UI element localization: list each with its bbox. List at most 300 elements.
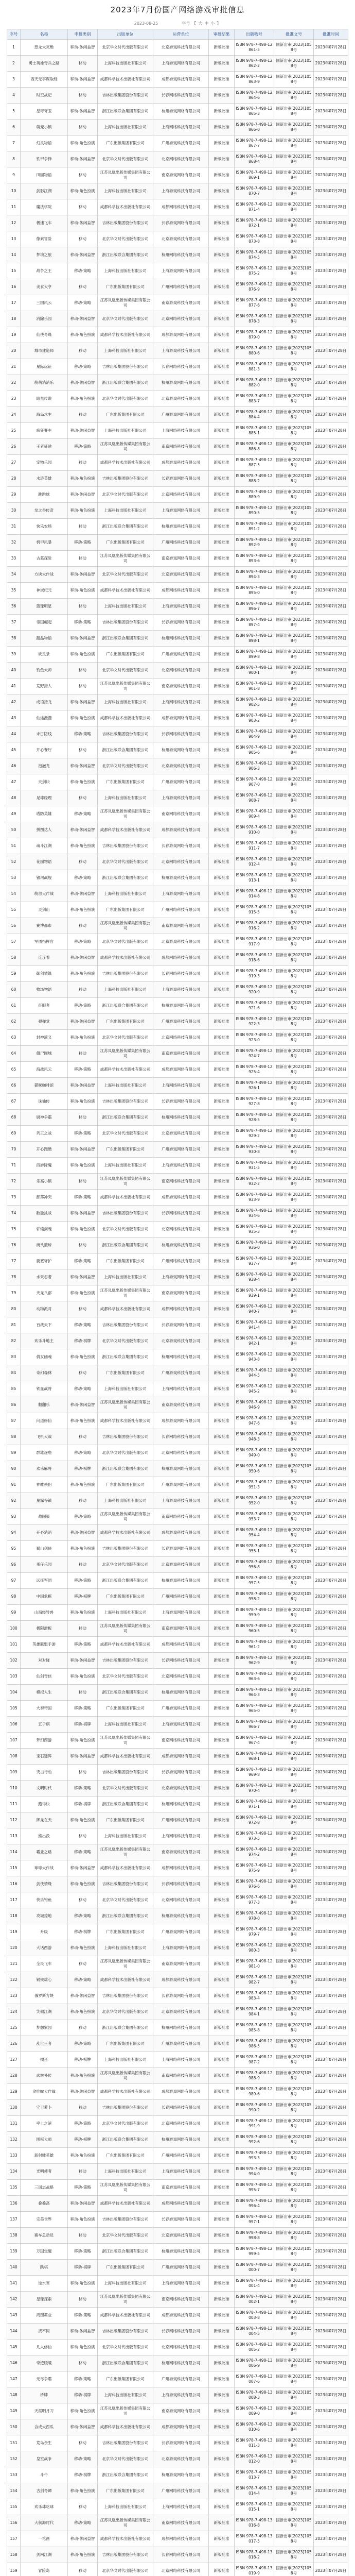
- col-operator-cell: 杭州游戏科技有限公司: [153, 1573, 209, 1589]
- col-name-cell: 找不同: [21, 2324, 68, 2340]
- col-category-cell: 移动-棋牌: [68, 1461, 98, 1477]
- col-index-cell: 16: [7, 279, 21, 295]
- table-header-row: [7, 29, 348, 40]
- col-approval-date-cell: 2023年07月28日: [314, 1333, 348, 1349]
- col-result-cell: 新版批准: [209, 934, 235, 950]
- col-index-cell: 143: [7, 2308, 21, 2324]
- col-approval-date-cell: 2023年07月28日: [314, 2068, 348, 2084]
- col-name-cell: 仙途漫漫: [21, 710, 68, 726]
- table-row: [7, 295, 348, 311]
- col-index-cell: 99: [7, 1605, 21, 1621]
- col-publisher-cell: 江苏凤凰出版传媒集团有限公司: [98, 1956, 153, 1972]
- col-name-cell: 征服者: [21, 998, 68, 1014]
- col-isbn-cell: ISBN 978-7-498-12963-6: [235, 1669, 274, 1685]
- col-approval-date-cell: 2023年07月28日: [314, 2531, 348, 2547]
- col-category-cell: 移动: [68, 2228, 98, 2244]
- col-publisher-cell: 江苏凤凰出版传媒集团有限公司: [98, 551, 153, 567]
- col-index-cell: 13: [7, 231, 21, 247]
- col-publisher-cell: 广东出版集团有限公司: [98, 1812, 153, 1828]
- table-row: [7, 1844, 348, 1860]
- col-result-cell: 新版批准: [209, 1573, 235, 1589]
- col-operator-cell: 南京网络科技有限公司: [153, 2515, 209, 2531]
- col-approval-no-cell: 国新出审[2023]1058号: [274, 1381, 314, 1397]
- col-result-cell: 新版批准: [209, 1493, 235, 1509]
- col-result-cell: 新版批准: [209, 567, 235, 583]
- col-result-cell: 新版批准: [209, 1924, 235, 1940]
- col-category-cell: 移动: [68, 199, 98, 215]
- font-size-large[interactable]: 大: [198, 21, 203, 26]
- col-publisher-cell: 浙江出版联合集团有限公司: [98, 631, 153, 647]
- col-isbn-cell: ISBN 978-7-498-12999-5: [235, 2244, 274, 2260]
- col-name-cell: 大秦帝国: [21, 1701, 68, 1717]
- col-approval-date-cell: 2023年07月28日: [314, 1701, 348, 1717]
- col-operator-cell: 杭州游戏网络有限公司: [153, 742, 209, 758]
- col-isbn-cell: ISBN 978-7-498-12874-5: [235, 247, 274, 263]
- col-operator-cell: 长春游戏网络有限公司: [153, 2212, 209, 2228]
- col-approval-date-cell: 2023年07月28日: [314, 1349, 348, 1365]
- col-name-cell: 方块大作战: [21, 567, 68, 583]
- col-approval-date-cell: 2023年07月28日: [314, 1030, 348, 1046]
- col-approval-date-cell: 2023年07月28日: [314, 1142, 348, 1158]
- table-row: [7, 2212, 348, 2228]
- col-operator-cell: 南京网络科技有限公司: [153, 2068, 209, 2084]
- col-category-cell: 移动-角色扮演: [68, 1733, 98, 1749]
- col-index-cell: 9: [7, 167, 21, 183]
- col-publisher-cell: 吉林出版集团股份有限公司: [98, 359, 153, 375]
- col-isbn-cell: ISBN 978-7-498-12996-4: [235, 2196, 274, 2212]
- col-isbn-cell: ISBN 978-7-498-12893-6: [235, 551, 274, 567]
- col-index-cell: 121: [7, 1956, 21, 1972]
- header: [0, 0, 355, 18]
- col-approval-no-cell: 国新出审[2023]1058号: [274, 1940, 314, 1956]
- col-publisher-cell: 成都科学技术出版社有限公司: [98, 72, 153, 88]
- col-isbn-cell: ISBN 978-7-498-12934-6: [235, 1206, 274, 1222]
- col-operator-cell: 长春网络科技有限公司: [153, 2100, 209, 2116]
- col-name-cell: 诛仙传: [21, 1094, 68, 1110]
- col-result-cell: 新版批准: [209, 1940, 235, 1956]
- col-publisher-cell: 上海科技出版社有限公司: [98, 263, 153, 279]
- col-publisher-cell: 成都科学技术出版社有限公司: [98, 2419, 153, 2435]
- col-operator-cell: 杭州游戏网络有限公司: [153, 2132, 209, 2148]
- col-category-cell: 移动-休闲益智: [68, 1014, 98, 1030]
- col-operator-cell: 长春游戏网络有限公司: [153, 2435, 209, 2451]
- table-row: [7, 1238, 348, 1253]
- col-result-cell: 新版批准: [209, 822, 235, 838]
- col-approval-date-cell: 2023年07月28日: [314, 710, 348, 726]
- col-isbn-cell: ISBN 978-7-498-12984-1: [235, 2004, 274, 2020]
- col-approval-date-cell: 2023年07月28日: [314, 1413, 348, 1429]
- col-result-cell: 新版批准: [209, 471, 235, 487]
- table-row: [7, 599, 348, 615]
- col-result-cell: 新版批准: [209, 183, 235, 199]
- col-isbn-cell: ISBN 978-7-498-12872-1: [235, 215, 274, 231]
- col-publisher-cell: 北京华文时代出版有限公司: [98, 2004, 153, 2020]
- col-publisher-cell: 北京华文时代出版有限公司: [98, 1669, 153, 1685]
- col-isbn-cell: ISBN 978-7-498-13017-5: [235, 2531, 274, 2547]
- col-approval-date-cell: 2023年07月28日: [314, 1605, 348, 1621]
- font-size-label: 字号: [182, 21, 190, 26]
- col-approval-date-cell: 2023年07月28日: [314, 2276, 348, 2292]
- col-result-cell: 新版批准: [209, 2164, 235, 2180]
- col-isbn-cell: ISBN 978-7-498-12897-4: [235, 615, 274, 631]
- col-name-cell: 模拟人生: [21, 1685, 68, 1701]
- col-approval-no-cell: 国新出审[2023]1058号: [274, 215, 314, 231]
- col-category-cell: 移动-策略: [68, 1317, 98, 1333]
- col-result-cell: 新版批准: [209, 1062, 235, 1078]
- col-result-cell: 新版批准: [209, 455, 235, 471]
- col-operator-cell: 南京游戏科技有限公司: [153, 295, 209, 311]
- col-result-cell: 新版批准: [209, 2419, 235, 2435]
- col-name-cell: 跑得快: [21, 1797, 68, 1812]
- col-operator-cell: 长春网络科技有限公司: [153, 2324, 209, 2340]
- table-row: [7, 2228, 348, 2244]
- col-result-cell: 新版批准: [209, 1269, 235, 1285]
- col-index-cell: 122: [7, 1972, 21, 1988]
- approval-table: [7, 29, 348, 2576]
- col-operator-cell: 杭州游戏网络有限公司: [153, 2467, 209, 2483]
- table-row: [7, 982, 348, 998]
- col-isbn-cell: ISBN 978-7-498-12918-6: [235, 950, 274, 966]
- col-index-cell: 58: [7, 950, 21, 966]
- col-isbn-cell: ISBN 978-7-498-12985-8: [235, 2020, 274, 2036]
- table-row: [7, 104, 348, 120]
- col-isbn-cell: ISBN 978-7-498-13018-2: [235, 2547, 274, 2563]
- col-category-cell: 移动-角色扮演: [68, 1222, 98, 1238]
- col-approval-no-cell: 国新出审[2023]1058号: [274, 1269, 314, 1285]
- table-row: [7, 1860, 348, 1876]
- table-row: [7, 1701, 348, 1717]
- col-category-cell: 移动-棋牌: [68, 2052, 98, 2068]
- col-isbn-cell: ISBN 978-7-498-12865-3: [235, 104, 274, 120]
- col-operator-cell: 成都游戏网络有限公司: [153, 2084, 209, 2100]
- col-operator-cell: 成都游戏科技有限公司: [153, 2308, 209, 2324]
- col-category-cell: 移动: [68, 663, 98, 679]
- col-name-cell: 笑傲江湖: [21, 2004, 68, 2020]
- col-approval-no-cell: 国新出审[2023]1058号: [274, 455, 314, 471]
- col-publisher-cell: 广东出版集团有限公司: [98, 1477, 153, 1493]
- col-approval-no-cell: 国新出审[2023]1058号: [274, 1733, 314, 1749]
- col-publisher-cell: 北京华文时代出版有限公司: [98, 1030, 153, 1046]
- col-category-cell: 移动-休闲益智: [68, 1749, 98, 1765]
- col-result-cell: 新版批准: [209, 870, 235, 886]
- col-name-cell: 田园物语: [21, 167, 68, 183]
- col-approval-no-cell: 国新出审[2023]1058号: [274, 1477, 314, 1493]
- col-name-cell: 恐龙大灭绝: [21, 40, 68, 56]
- col-approval-no-cell: 国新出审[2023]1058号: [274, 1781, 314, 1797]
- col-operator-cell: 北京游戏科技有限公司: [153, 391, 209, 407]
- col-publisher-cell: 北京华文时代出版有限公司: [98, 1333, 153, 1349]
- col-result-cell: 新版批准: [209, 1621, 235, 1637]
- table-row: [7, 1158, 348, 1174]
- col-approval-date-cell: 2023年07月28日: [314, 279, 348, 295]
- col-isbn-cell: ISBN 978-7-498-12916-2: [235, 918, 274, 934]
- col-index-cell: 137: [7, 2212, 21, 2228]
- col-operator-cell: 北京网络科技有限公司: [153, 1222, 209, 1238]
- col-result-cell: 新版批准: [209, 1301, 235, 1317]
- col-publisher-cell: 成都科学技术出版社有限公司: [98, 1525, 153, 1541]
- col-category-cell: 移动: [68, 982, 98, 998]
- col-result-cell: 新版批准: [209, 2499, 235, 2515]
- col-operator-cell: 北京网络科技有限公司: [153, 1669, 209, 1685]
- col-name-cell: 万国觉醒: [21, 2244, 68, 2260]
- table-row: [7, 1301, 348, 1317]
- col-operator-cell: 广州游戏网络有限公司: [153, 1477, 209, 1493]
- col-publisher-cell: 北京华文时代出版有限公司: [98, 2563, 153, 2576]
- col-operator-cell: 长春网络科技有限公司: [153, 1653, 209, 1669]
- col-approval-no-cell: 国新出审[2023]1058号: [274, 1142, 314, 1158]
- col-category-cell: 移动-策略: [68, 1445, 98, 1461]
- col-result-cell: 新版批准: [209, 1892, 235, 1908]
- col-category-cell: 移动-休闲益智: [68, 151, 98, 167]
- col-name-cell: 群雄逐鹿: [21, 1445, 68, 1461]
- col-publisher-cell: 江苏凤凰出版传媒集团有限公司: [98, 679, 153, 694]
- col-approval-no-cell: 国新出审[2023]1058号: [274, 535, 314, 551]
- col-operator-cell: 南京游戏科技有限公司: [153, 1046, 209, 1062]
- col-isbn-cell: ISBN 978-7-498-12978-0: [235, 1908, 274, 1924]
- col-result-cell: 新版批准: [209, 2387, 235, 2403]
- col-publisher-cell: 吉林出版集团股份有限公司: [98, 215, 153, 231]
- col-approval-no-cell: 国新出审[2023]1058号: [274, 790, 314, 806]
- col-index-cell: 54: [7, 886, 21, 902]
- col-name-cell: 新射雕英雄: [21, 2148, 68, 2164]
- col-approval-no-cell: 国新出审[2023]1058号: [274, 1860, 314, 1876]
- col-approval-date-cell: 2023年07月28日: [314, 1461, 348, 1477]
- col-approval-no-cell: 国新出审[2023]1058号: [274, 2212, 314, 2228]
- col-approval-no-cell: 国新出审[2023]1058号: [274, 694, 314, 710]
- font-size-small[interactable]: 小: [210, 21, 215, 26]
- col-category-cell: 移动: [68, 1046, 98, 1062]
- col-approval-date-cell: 2023年07月28日: [314, 1094, 348, 1110]
- col-result-cell: 新版批准: [209, 2371, 235, 2387]
- col-isbn-cell: ISBN 978-7-498-12881-3: [235, 359, 274, 375]
- col-approval-date-cell: 2023年07月28日: [314, 135, 348, 151]
- col-publisher-cell: 上海科技出版社有限公司: [98, 2499, 153, 2515]
- col-name-cell: 开心餐厅: [21, 742, 68, 758]
- col-approval-date-cell: 2023年07月28日: [314, 1717, 348, 1733]
- col-approval-date-cell: 2023年07月28日: [314, 1988, 348, 2004]
- col-category-cell: 移动-休闲益智: [68, 423, 98, 439]
- dateline: [0, 18, 355, 29]
- col-operator-cell: 北京游戏科技有限公司: [153, 1333, 209, 1349]
- col-name-cell: 大话西游: [21, 1940, 68, 1956]
- col-approval-date-cell: 2023年07月28日: [314, 1637, 348, 1653]
- col-approval-no-cell: 国新出审[2023]1058号: [274, 870, 314, 886]
- col-result-cell: 新版批准: [209, 2116, 235, 2132]
- col-name-cell: 快乐钓鱼: [21, 1892, 68, 1908]
- col-category-cell: 移动-棋牌: [68, 2132, 98, 2148]
- col-index-cell: 17: [7, 295, 21, 311]
- col-name-cell: 军团指挥官: [21, 934, 68, 950]
- col-publisher-header: 出版单位: [98, 29, 153, 40]
- col-approval-no-cell: 国新出审[2023]1058号: [274, 135, 314, 151]
- col-operator-cell: 杭州游戏科技有限公司: [153, 519, 209, 535]
- col-approval-no-cell: 国新出审[2023]1058号: [274, 1222, 314, 1238]
- col-operator-cell: 上海游戏网络有限公司: [153, 1269, 209, 1285]
- col-operator-cell: 成都网络科技有限公司: [153, 1637, 209, 1653]
- col-result-cell: 新版批准: [209, 2212, 235, 2228]
- col-operator-cell: 广州网络科技有限公司: [153, 2483, 209, 2499]
- col-approval-no-cell: 国新出审[2023]1058号: [274, 1349, 314, 1365]
- table-row: [7, 2387, 348, 2403]
- col-name-cell: 叠叠高: [21, 2196, 68, 2212]
- col-index-cell: 97: [7, 1573, 21, 1589]
- col-approval-date-cell: 2023年07月28日: [314, 1653, 348, 1669]
- col-operator-cell: 长春游戏网络有限公司: [153, 471, 209, 487]
- col-isbn-cell: ISBN 978-7-498-12958-2: [235, 1589, 274, 1605]
- col-approval-no-cell: 国新出审[2023]1058号: [274, 2180, 314, 2196]
- col-operator-cell: 广州游戏科技有限公司: [153, 1365, 209, 1381]
- col-index-cell: 1: [7, 40, 21, 56]
- col-operator-cell: 北京网络科技有限公司: [153, 1892, 209, 1908]
- col-name-cell: 赛博都市: [21, 918, 68, 934]
- col-category-cell: 移动-棋牌: [68, 2387, 98, 2403]
- col-category-cell: 移动-休闲益智: [68, 1269, 98, 1285]
- table-row: [7, 2451, 348, 2467]
- col-operator-cell: 南京游戏科技有限公司: [153, 2180, 209, 2196]
- table-row: [7, 56, 348, 72]
- col-category-cell: 移动: [68, 519, 98, 535]
- col-result-cell: 新版批准: [209, 998, 235, 1014]
- col-name-cell: 轩辕剑魂: [21, 1222, 68, 1238]
- col-publisher-cell: 江苏凤凰出版传媒集团有限公司: [98, 1397, 153, 1413]
- col-name-cell: 英雄联盟手游: [21, 1637, 68, 1653]
- col-approval-no-cell: 国新出审[2023]1058号: [274, 583, 314, 599]
- col-operator-cell: 长春网络科技有限公司: [153, 2547, 209, 2563]
- col-index-cell: 94: [7, 1525, 21, 1541]
- col-approval-no-cell: 国新出审[2023]1058号: [274, 1253, 314, 1269]
- col-category-cell: 移动-角色扮演: [68, 2276, 98, 2292]
- col-approval-no-cell: 国新出审[2023]1058号: [274, 1749, 314, 1765]
- col-isbn-cell: ISBN 978-7-498-12883-7: [235, 391, 274, 407]
- col-approval-date-cell: 2023年07月28日: [314, 1812, 348, 1828]
- col-index-cell: 119: [7, 1924, 21, 1940]
- col-isbn-cell: ISBN 978-7-498-13007-6: [235, 2371, 274, 2387]
- col-publisher-cell: 广东出版集团有限公司: [98, 902, 153, 918]
- col-operator-cell: 广州网络科技有限公司: [153, 1812, 209, 1828]
- col-category-cell: 移动-休闲益智: [68, 72, 98, 88]
- col-index-cell: 23: [7, 391, 21, 407]
- col-publisher-cell: 上海科技出版社有限公司: [98, 1605, 153, 1621]
- col-index-cell: 65: [7, 1062, 21, 1078]
- col-approval-no-cell: 国新出审[2023]1058号: [274, 2355, 314, 2371]
- table-row: [7, 998, 348, 1014]
- col-result-cell: 新版批准: [209, 391, 235, 407]
- col-index-cell: 76: [7, 1238, 21, 1253]
- col-category-cell: 移动: [68, 1621, 98, 1637]
- col-result-cell: 新版批准: [209, 199, 235, 215]
- col-index-cell: 125: [7, 2020, 21, 2036]
- col-publisher-cell: 浙江出版联合集团有限公司: [98, 998, 153, 1014]
- col-approval-date-cell: 2023年07月28日: [314, 902, 348, 918]
- table-row: [7, 886, 348, 902]
- col-publisher-cell: 吉林出版集团股份有限公司: [98, 2435, 153, 2451]
- col-result-cell: 新版批准: [209, 215, 235, 231]
- col-publisher-cell: 江苏凤凰出版传媒集团有限公司: [98, 2068, 153, 2084]
- col-operator-cell: 上海游戏网络有限公司: [153, 1940, 209, 1956]
- col-name-cell: 百战天下: [21, 1317, 68, 1333]
- col-index-cell: 134: [7, 2164, 21, 2180]
- col-operator-cell: 南京网络科技有限公司: [153, 439, 209, 455]
- col-approval-no-cell: 国新出审[2023]1058号: [274, 774, 314, 790]
- col-category-cell: 移动-角色扮演: [68, 1477, 98, 1493]
- col-name-cell: 一笔画: [21, 2531, 68, 2547]
- col-index-cell: 38: [7, 631, 21, 647]
- col-name-cell: 灵剑山: [21, 902, 68, 918]
- col-isbn-cell: ISBN 978-7-498-12919-3: [235, 966, 274, 982]
- col-name-cell: 拼图达人: [21, 822, 68, 838]
- col-isbn-cell: ISBN 978-7-498-12924-7: [235, 1046, 274, 1062]
- col-result-cell: 新版批准: [209, 295, 235, 311]
- col-category-cell: 移动-策略: [68, 2180, 98, 2196]
- col-index-cell: 70: [7, 1142, 21, 1158]
- col-name-cell: 机甲风暴: [21, 535, 68, 551]
- col-publisher-cell: 吉林出版集团股份有限公司: [98, 615, 153, 631]
- col-publisher-cell: 广东出版集团有限公司: [98, 135, 153, 151]
- col-approval-no-cell: 国新出审[2023]1058号: [274, 1365, 314, 1381]
- col-publisher-cell: 吉林出版集团股份有限公司: [98, 1206, 153, 1222]
- col-operator-cell: 上海游戏科技有限公司: [153, 599, 209, 615]
- col-result-cell: 新版批准: [209, 2483, 235, 2499]
- table-row: [7, 2435, 348, 2451]
- font-size-medium[interactable]: 中: [204, 21, 209, 26]
- col-publisher-cell: 浙江出版联合集团有限公司: [98, 2132, 153, 2148]
- table-row: [7, 343, 348, 359]
- col-index-cell: 25: [7, 423, 21, 439]
- col-operator-cell: 长春网络科技有限公司: [153, 966, 209, 982]
- col-operator-cell: 南京游戏网络有限公司: [153, 2403, 209, 2419]
- col-approval-no-cell: 国新出审[2023]1058号: [274, 199, 314, 215]
- col-publisher-cell: 北京华文时代出版有限公司: [98, 2228, 153, 2244]
- col-name-cell: 冒险岛: [21, 2563, 68, 2576]
- col-publisher-cell: 广东出版集团有限公司: [98, 2036, 153, 2052]
- col-approval-no-cell: 国新出审[2023]1058号: [274, 2547, 314, 2563]
- col-index-cell: 91: [7, 1477, 21, 1493]
- col-index-cell: 140: [7, 2260, 21, 2276]
- col-result-cell: 新版批准: [209, 2531, 235, 2547]
- col-approval-no-cell: 国新出审[2023]1058号: [274, 471, 314, 487]
- col-isbn-cell: ISBN 978-7-498-12866-0: [235, 120, 274, 135]
- col-isbn-cell: ISBN 978-7-498-12891-2: [235, 519, 274, 535]
- col-approval-date-cell: 2023年07月28日: [314, 1876, 348, 1892]
- col-approval-no-cell: 国新出审[2023]1058号: [274, 567, 314, 583]
- col-approval-date-cell: 2023年07月28日: [314, 2036, 348, 2052]
- col-category-cell: 移动-角色扮演: [68, 2403, 98, 2419]
- col-result-cell: 新版批准: [209, 2324, 235, 2340]
- col-operator-cell: 南京游戏网络有限公司: [153, 1621, 209, 1637]
- col-isbn-cell: ISBN 978-7-498-12997-1: [235, 2212, 274, 2228]
- table-row: [7, 1525, 348, 1541]
- col-category-cell: 移动-策略: [68, 2036, 98, 2052]
- col-publisher-cell: 上海科技出版社有限公司: [98, 599, 153, 615]
- col-approval-date-cell: 2023年07月28日: [314, 455, 348, 471]
- col-publisher-cell: 浙江出版联合集团有限公司: [98, 104, 153, 120]
- col-approval-no-cell: 国新出审[2023]1058号: [274, 615, 314, 631]
- col-isbn-cell: ISBN 978-7-498-12899-8: [235, 647, 274, 663]
- col-operator-cell: 上海游戏科技有限公司: [153, 1158, 209, 1174]
- table-row: [7, 1269, 348, 1285]
- table-row: [7, 2531, 348, 2547]
- col-approval-date-cell: 2023年07月28日: [314, 343, 348, 359]
- table-row: [7, 1094, 348, 1110]
- col-category-cell: 移动-角色扮演: [68, 838, 98, 854]
- col-approval-date-cell: 2023年07月28日: [314, 1014, 348, 1030]
- col-index-cell: 108: [7, 1749, 21, 1765]
- col-category-header: 申报类别: [68, 29, 98, 40]
- table-row: [7, 1717, 348, 1733]
- table-row: [7, 1972, 348, 1988]
- col-operator-cell: 成都游戏科技有限公司: [153, 1190, 209, 1206]
- col-isbn-cell: ISBN 978-7-498-12992-6: [235, 2132, 274, 2148]
